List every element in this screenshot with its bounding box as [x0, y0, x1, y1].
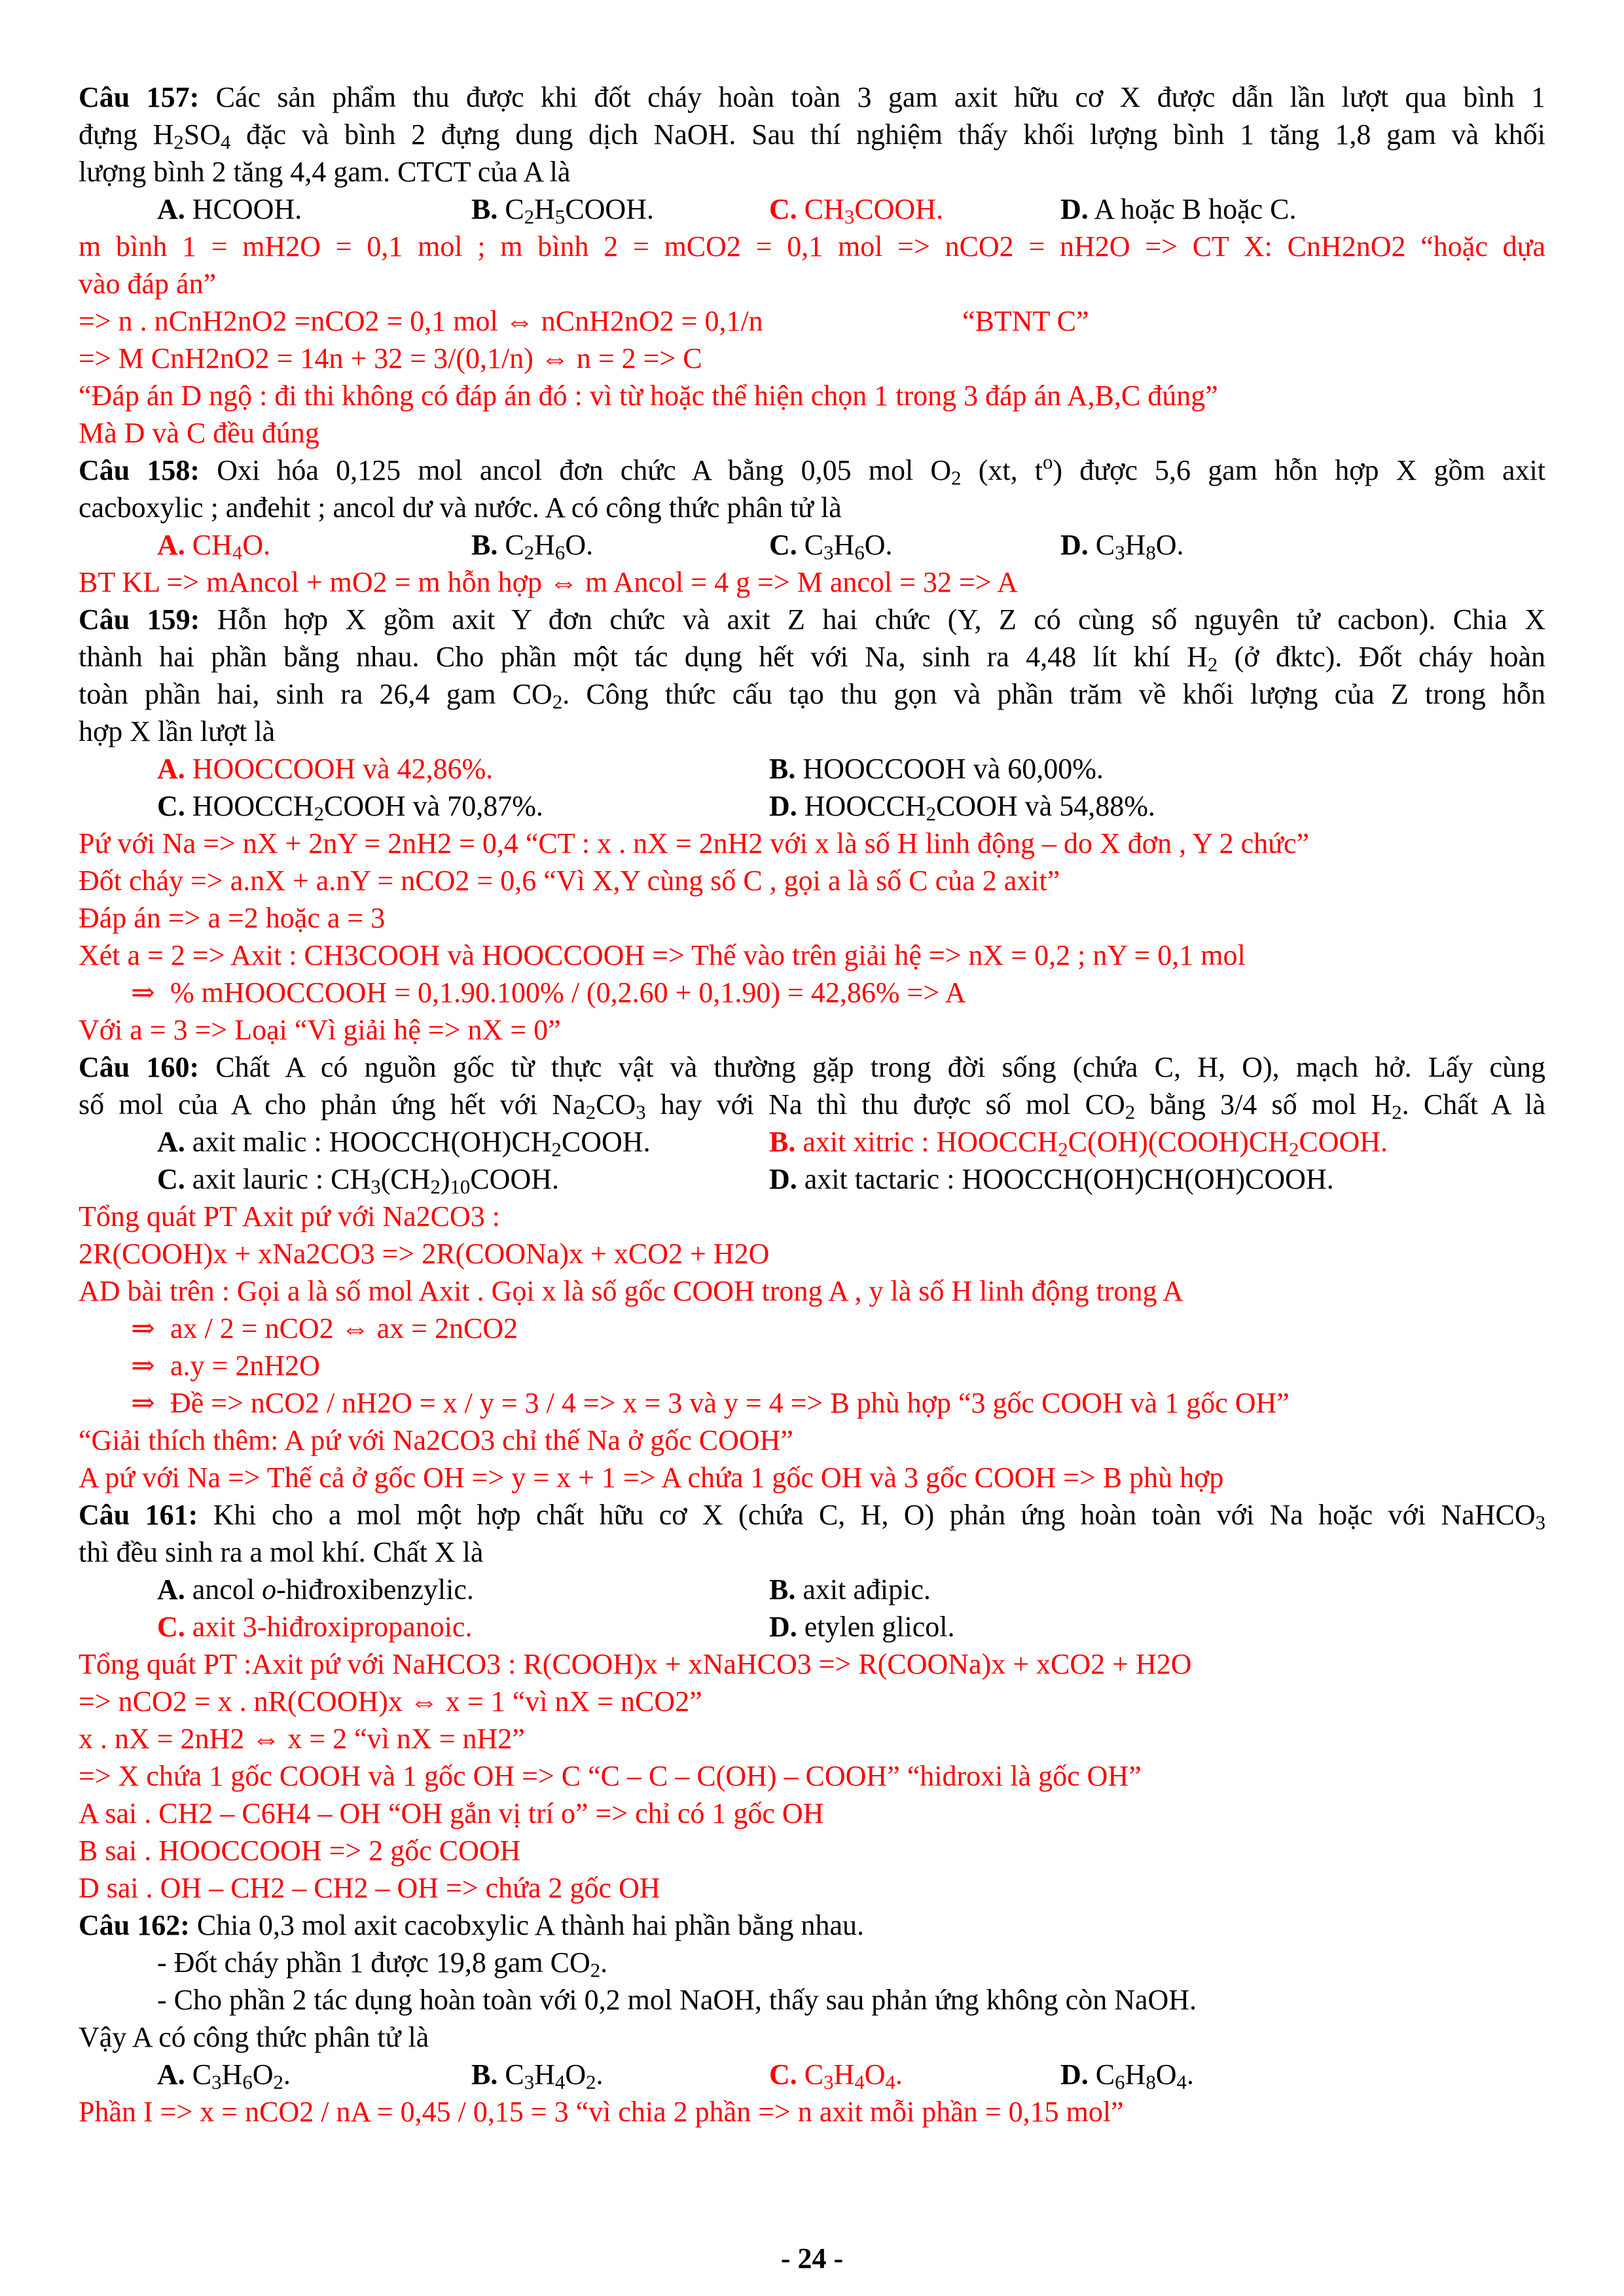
q159-solution-3: Đáp án => a =2 hoặc a = 3 [79, 902, 386, 934]
q158-stem-line-2: cacboxylic ; anđehit ; ancol dư và nước. A có công thức phân tử là [79, 492, 842, 524]
q161-solution-4: => X chứa 1 gốc COOH và 1 gốc OH => C “C – C – C(OH) – COOH” “hidroxi là gốc OH” [79, 1760, 1142, 1792]
option-d: D. $C_6H_8O_4$. [1060, 2058, 1194, 2094]
option-a: A. $C_3H_6O_2$. [157, 2058, 291, 2094]
q159-stem-line-4: hợp X lần lượt là [79, 715, 276, 747]
q160-solution-1: Tổng quát PT Axit pứ với Na2CO3 : [79, 1200, 500, 1232]
option-a: A. axit malic : $HOOCCH(OH)CH_2COOH$. [157, 1126, 651, 1161]
q160-stem-line-2: số mol của A cho phản ứng hết với $Na_2CO_3$ hay với Na thì thu được số mol $CO_2$ bằng 3/4 số mol $H_2$. Chất A là [79, 1088, 1546, 1124]
option-b: B. $C_3H_4O_2$. [471, 2058, 604, 2094]
q160-solution-6: ⇒ Đề => nCO2 / nH2O = x / y = 3 / 4 => x = 3 và y = 4 => B phù hợp “3 gốc COOH và 1 gốc OH” [131, 1384, 1545, 1422]
question-label: Câu 157: [79, 81, 200, 113]
q160-solution-3: AD bài trên : Gọi a là số mol Axit . Gọi x là số gốc COOH trong A , y là số H linh động trong A [79, 1275, 1183, 1307]
q157-solution-4: => M CnH2nO2 = 14n + 32 = 3/(0,1/n) ⇔ n = 2 => C [79, 342, 702, 374]
option-c: C. $C_3H_4O_4$. [769, 2058, 903, 2094]
option-b: B. HOOCCOOH và 60,00%. [769, 753, 1104, 785]
q157-solution-3: => n . nCnH2nO2 =nCO2 = 0,1 mol ⇔ nCnH2nO2 = 0,1/n “BTNT C” [79, 305, 1089, 337]
option-c: C. $CH_3COOH$. [769, 193, 943, 228]
option-d: D. etylen glicol. [769, 1611, 955, 1643]
option-a: A. ancol o-hiđroxibenzylic. [157, 1573, 474, 1605]
page-number: - 24 - [780, 2242, 844, 2274]
q162-stem-line-3: - Cho phần 2 tác dụng hoàn toàn với 0,2 mol NaOH, thấy sau phản ứng không còn NaOH. [157, 1984, 1197, 2016]
q162-stem-line-4: Vậy A có công thức phân tử là [79, 2021, 429, 2053]
q160-solution-4: ⇒ ax / 2 = nCO2 ⇔ ax = 2nCO2 [131, 1310, 1545, 1347]
option-c: C. $HOOCCH_2COOH$ và 70,87%. [157, 790, 543, 825]
q162-stem-line-2: - Đốt cháy phần 1 được 19,8 gam $CO_2$. [157, 1946, 608, 1982]
q160-solution-7: “Giải thích thêm: A pứ với Na2CO3 chỉ thế Na ở gốc COOH” [79, 1424, 793, 1456]
q160-stem-line-1: Câu 160: Chất A có nguồn gốc từ thực vật và thường gặp trong đời sống (chứa C, H, O), mạch hở. Lấy cùng [79, 1051, 1546, 1083]
q159-solution-4: Xét a = 2 => Axit : CH3COOH và HOOCCOOH => Thế vào trên giải hệ => nX = 0,2 ; nY = 0,1 mol [79, 939, 1246, 971]
option-a: A. HOOCCOOH và 42,86%. [157, 753, 494, 785]
option-d: D. $C_3H_8O$. [1060, 529, 1184, 564]
q157-solution-6: Mà D và C đều đúng [79, 417, 319, 449]
q161-stem-line-2: thì đều sinh ra a mol khí. Chất X là [79, 1536, 484, 1568]
option-a: A. $CH_4O$. [157, 529, 271, 564]
q158-solution: BT KL => mAncol + mO2 = m hỗn hợp ⇔ m Ancol = 4 g => M ancol = 32 => A [79, 566, 1018, 598]
option-c: C. axit 3-hiđroxipropanoic. [157, 1611, 473, 1643]
option-c: C. axit lauric : $CH_3(CH_2)_{10}COOH$. [157, 1163, 560, 1198]
q157-solution-5: “Đáp án D ngộ : đi thi không có đáp án đó : vì từ hoặc thể hiện chọn 1 trong 3 đáp án A,B,C đúng” [79, 380, 1218, 412]
q159-solution-2: Đốt cháy => a.nX + a.nY = nCO2 = 0,6 “Vì X,Y cùng số C , gọi a là số C của 2 axit” [79, 865, 1060, 897]
q157-solution-2: vào đáp án” [79, 268, 217, 300]
option-b: B. $C_2H_6O$. [471, 529, 594, 564]
arrow-icon: ⇒ [131, 1350, 155, 1382]
q160-solution-2: 2R(COOH)x + xNa2CO3 => 2R(COONa)x + xCO2 + H2O [79, 1238, 770, 1270]
q157-solution-1: m bình 1 = mH2O = 0,1 mol ; m bình 2 = mCO2 = 0,1 mol => nCO2 = nH2O => CT X: CnH2nO2 “hoặc dựa [79, 230, 1545, 262]
q161-stem-line-1: Câu 161: Khi cho a mol một hợp chất hữu cơ X (chứa C, H, O) phản ứng hoàn toàn với Na hoặc với NaHCO$_3$ [79, 1499, 1545, 1534]
q161-solution-2: => nCO2 = x . nR(COOH)x ⇔ x = 1 “vì nX = nCO2” [79, 1685, 702, 1717]
option-b: B. $C_2H_5COOH$. [471, 193, 654, 228]
option-b: B. axit xitric : $HOOCCH_2C(OH)(COOH)CH_2COOH$. [769, 1126, 1388, 1161]
q160-solution-5: ⇒ a.y = 2nH2O [131, 1347, 1545, 1384]
option-c: C. $C_3H_6O$. [769, 529, 893, 564]
q162-solution: Phần I => x = nCO2 / nA = 0,45 / 0,15 = 3 “vì chia 2 phần => n axit mỗi phần = 0,15 mol” [79, 2096, 1124, 2128]
option-d: D. axit tactaric : HOOCCH(OH)CH(OH)COOH. [769, 1163, 1334, 1195]
q158-stem-line-1: Câu 158: Oxi hóa 0,125 mol ancol đơn chức A bằng 0,05 mol $O_2$ (xt, $t^o$) được 5,6 gam hỗn hợp X gồm axit [79, 451, 1546, 490]
q159-stem-line-1: Câu 159: Hỗn hợp X gồm axit Y đơn chức và axit Z hai chức (Y, Z có cùng số nguyên tử cacbon). Chia X [79, 603, 1545, 636]
q161-solution-1: Tổng quát PT :Axit pứ với NaHCO3 : R(COOH)x + xNaHCO3 => R(COONa)x + xCO2 + H2O [79, 1648, 1192, 1680]
q157-stem-line-3: lượng bình 2 tăng 4,4 gam. CTCT của A là [79, 156, 571, 188]
q159-solution-6: Với a = 3 => Loại “Vì giải hệ => nX = 0” [79, 1014, 561, 1046]
q160-solution-8: A pứ với Na => Thế cả ở gốc OH => y = x + 1 => A chứa 1 gốc OH và 3 gốc COOH => B phù hợp [79, 1462, 1224, 1494]
arrow-icon: ⇒ [131, 977, 155, 1009]
q162-stem-line-1: Câu 162: Chia 0,3 mol axit cacobxylic A thành hai phần bằng nhau. [79, 1909, 865, 1941]
q159-solution-5: ⇒ % mHOOCCOOH = 0,1.90.100% / (0,2.60 + 0,1.90) = 42,86% => A [131, 974, 1545, 1011]
arrow-icon: ⇒ [131, 1312, 155, 1344]
arrow-icon: ⇒ [131, 1387, 155, 1419]
option-d: D. $HOOCCH_2COOH$ và 54,88%. [769, 790, 1155, 825]
q157-stem-line-2: đựng $H_2SO_4$ đặc và bình 2 đựng dung dịch NaOH. Sau thí nghiệm thấy khối lượng bình 1 tăng 1,8 gam và khối [79, 118, 1545, 154]
option-b: B. axit ađipic. [769, 1573, 931, 1605]
q157-stem-line-1: Câu 157: Các sản phẩm thu được khi đốt cháy hoàn toàn 3 gam axit hữu cơ X được dẫn lần lượt qua bình 1 [79, 81, 1545, 113]
q159-stem-line-2: thành hai phần bằng nhau. Cho phần một tác dụng hết với Na, sinh ra 4,48 lít khí $H_2$ (ở đktc). Đốt cháy hoàn [79, 641, 1545, 676]
q161-solution-7: D sai . OH – CH2 – CH2 – OH => chứa 2 gốc OH [79, 1872, 660, 1904]
q159-stem-line-3: toàn phần hai, sinh ra 26,4 gam $CO_2$. Công thức cấu tạo thu gọn và phần trăm về khối lượng của Z trong hỗn [79, 678, 1545, 713]
q159-solution-1: Pứ với Na => nX + 2nY = 2nH2 = 0,4 “CT : x . nX = 2nH2 với x là số H linh động – do X đơn , Y 2 chức” [79, 827, 1310, 859]
option-d: D. A hoặc B hoặc C. [1060, 193, 1297, 225]
q161-solution-6: B sai . HOOCCOOH => 2 gốc COOH [79, 1835, 521, 1867]
q161-solution-3: x . nX = 2nH2 ⇔ x = 2 “vì nX = nH2” [79, 1723, 525, 1755]
q161-solution-5: A sai . CH2 – C6H4 – OH “OH gắn vị trí o” => chỉ có 1 gốc OH [79, 1797, 824, 1829]
option-a: A. HCOOH. [157, 193, 302, 225]
